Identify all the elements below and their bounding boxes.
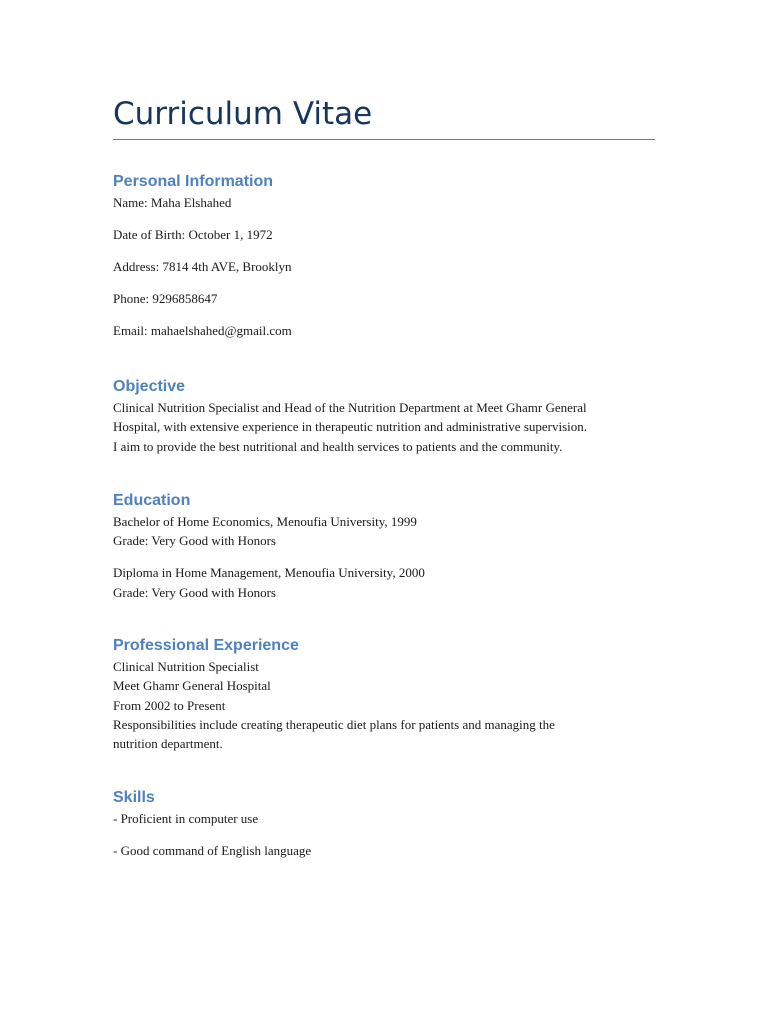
education-heading: Education	[113, 492, 191, 509]
skill-item: - Proficient in computer use	[113, 811, 259, 826]
education-grade: Grade: Very Good with Honors	[113, 533, 276, 549]
personal-phone: Phone: 9296858647	[113, 290, 218, 306]
document-title: Curriculum Vitae	[113, 96, 373, 132]
personal-date-of-birth: Date of Birth: October 1, 1972	[113, 226, 273, 242]
section-professional-experience	[113, 635, 655, 753]
section-education	[113, 490, 655, 602]
education-grade: Grade: Very Good with Honors	[113, 584, 276, 600]
experience-period: From 2002 to Present	[113, 697, 226, 713]
skill-item: - Good command of English language	[113, 842, 312, 858]
experience-employer: Meet Ghamr General Hospital	[113, 678, 271, 694]
section-skills	[113, 787, 655, 860]
section-personal-information	[113, 171, 655, 340]
personal-name: Name: Maha Elshahed	[113, 195, 232, 210]
objective-line: Clinical Nutrition Specialist and Head of the Nutrition Department at Meet Ghamr General	[113, 400, 587, 415]
education-entry	[113, 563, 655, 602]
experience-responsibilities: nutrition department.	[113, 736, 223, 752]
personal-address: Address: 7814 4th AVE, Brooklyn	[113, 258, 292, 274]
section-objective	[113, 376, 655, 456]
skills-heading: Skills	[113, 789, 155, 806]
education-entry	[113, 512, 655, 551]
objective-line: I aim to provide the best nutritional and health services to patients and the community.	[113, 438, 563, 454]
personal-email: Email: mahaelshahed@gmail.com	[113, 322, 292, 338]
experience-job-title: Clinical Nutrition Specialist	[113, 659, 259, 674]
education-degree: Bachelor of Home Economics, Menoufia University, 1999	[113, 514, 417, 529]
objective-line: Hospital, with extensive experience in therapeutic nutrition and administrative supervision.	[113, 419, 588, 435]
experience-responsibilities: Responsibilities include creating therapeutic diet plans for patients and managing the	[113, 716, 555, 732]
professional-experience-heading: Professional Experience	[113, 637, 299, 654]
objective-heading: Objective	[113, 378, 186, 395]
education-degree: Diploma in Home Management, Menoufia University, 2000	[113, 565, 425, 581]
title-underline	[113, 139, 655, 140]
personal-information-heading: Personal Information	[113, 173, 274, 190]
